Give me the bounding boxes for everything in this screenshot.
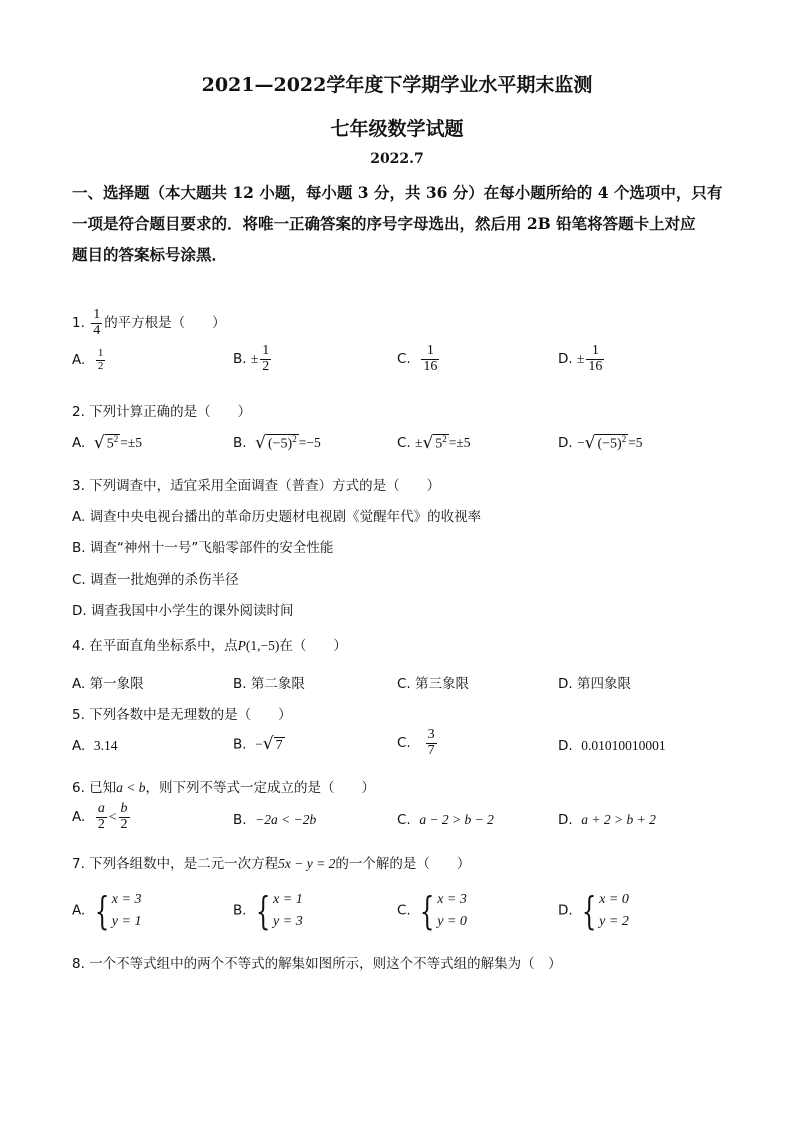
section-instruction-line3: 题目的答案标号涂黑． — [72, 245, 228, 264]
fraction: $\frac{1}{2}$ — [262, 343, 270, 374]
question-3-option-d[interactable]: D. 调查我国中小学生的课外阅读时间 — [72, 603, 294, 619]
question-1-stem — [72, 308, 226, 338]
question-1-option-b[interactable]: B. ± $\frac{1}{2}$ — [233, 343, 270, 374]
condition: a < b — [116, 780, 146, 795]
square-root: √ $(-5)^2$ — [584, 433, 627, 454]
question-6-option-a[interactable]: A. $\frac{a}{2}$ < $\frac{b}{2}$ — [72, 801, 128, 832]
question-5-option-a[interactable]: A. 3.14 — [72, 738, 118, 754]
fraction: $\frac{a}{2}$ — [97, 801, 105, 832]
question-7-stem: 7. 下列各组数中，是二元一次方程5x − y = 2的一个解的是（ ） — [72, 856, 471, 872]
question-3-option-c[interactable]: C. 调查一批炮弹的杀伤半径 — [72, 572, 239, 588]
equation-system: { x = 3 y = 1 — [94, 888, 142, 933]
equation-system: { x = 1 y = 3 — [255, 888, 303, 933]
question-6-option-b[interactable]: B. −2a < −2b — [233, 812, 317, 828]
question-1-option-c[interactable]: C. $\frac{1}{16}$ — [397, 343, 438, 374]
question-3-stem: 3. 下列调查中，适宜采用全面调查（普查）方式的是（ ） — [72, 478, 441, 494]
question-7-option-c[interactable]: C. { x = 3 y = 0 — [397, 888, 467, 933]
question-text: 的平方根是（ ） — [104, 315, 226, 332]
square-root: √ $5^2$ — [422, 433, 447, 454]
square-root: √ $(-5)^2$ — [255, 433, 297, 454]
question-2-option-c[interactable]: C. ± √ $5^2$ =±5 — [397, 433, 471, 454]
square-root: √ $5^2$ — [93, 433, 119, 454]
question-2-option-d[interactable]: D. − √ $(-5)^2$ =5 — [558, 433, 643, 454]
equation-system: { x = 0 y = 2 — [581, 888, 629, 933]
section-instruction-line1: 一、选择题（本大题共 12 小题，每小题 3 分，共 36 分）在每小题所给的 4 个选项中，只有 — [72, 183, 723, 202]
question-2-option-b[interactable]: B. √ $(-5)^2$ =−5 — [233, 433, 321, 454]
exam-subtitle: 七年级数学试题 — [330, 118, 464, 140]
question-5-stem: 5. 下列各数中是无理数的是（ ） — [72, 707, 292, 723]
fraction: $\frac{b}{2}$ — [120, 801, 128, 832]
section-instruction-line2: 一项是符合题目要求的．将唯一正确答案的序号字母选出，然后用 2B 铅笔将答题卡上对应 — [72, 214, 696, 233]
question-2-option-a[interactable]: A. √ $5^2$ =±5 — [72, 433, 143, 454]
fraction: $\frac{3}{7}$ — [427, 727, 435, 758]
question-7-option-a[interactable]: A. { x = 3 y = 1 — [72, 888, 142, 933]
question-4-option-c[interactable]: C. 第三象限 — [397, 676, 470, 692]
square-root: √ 7 — [262, 734, 283, 754]
fraction: $\frac{1}{16}$ — [423, 343, 438, 374]
fraction: $\frac{1}{16}$ — [588, 343, 603, 374]
question-number: 1. — [72, 315, 85, 332]
question-2-stem: 2. 下列计算正确的是（ ） — [72, 404, 252, 420]
point-label: P — [237, 638, 246, 653]
question-5-option-c[interactable]: C. $\frac{3}{7}$ — [397, 727, 435, 758]
equation-system: { x = 3 y = 0 — [419, 888, 467, 933]
question-4-option-a[interactable]: A. 第一象限 — [72, 676, 144, 692]
question-8-stem: 8. 一个不等式组中的两个不等式的解集如图所示，则这个不等式组的解集为（ ） — [72, 956, 562, 972]
question-5-option-d[interactable]: D. 0.01010010001 — [558, 738, 666, 754]
question-4-stem: 4. 在平面直角坐标系中，点P(1,−5)在（ ） — [72, 638, 347, 654]
question-1-option-d[interactable]: D. ± $\frac{1}{16}$ — [558, 343, 603, 374]
question-4-option-d[interactable]: D. 第四象限 — [558, 676, 631, 692]
question-6-option-d[interactable]: D. a + 2 > b + 2 — [558, 812, 656, 828]
question-5-option-b[interactable]: B. − √ 7 — [233, 734, 283, 754]
question-7-option-d[interactable]: D. { x = 0 y = 2 — [558, 888, 629, 933]
question-6-option-c[interactable]: C. a − 2 > b − 2 — [397, 812, 494, 828]
question-1-option-a[interactable]: A. $\frac{1}{2}$ — [72, 347, 104, 372]
question-6-stem: 6. 已知a < b，则下列不等式一定成立的是（ ） — [72, 780, 376, 796]
question-7-option-b[interactable]: B. { x = 1 y = 3 — [233, 888, 303, 933]
exam-title: 2021—2022学年度下学期学业水平期末监测 — [201, 74, 593, 96]
fraction: $\frac{1}{4}$ — [93, 307, 101, 338]
equation: 5x − y = 2 — [278, 856, 336, 871]
exam-date: 2022.7 — [370, 151, 424, 167]
question-4-option-b[interactable]: B. 第二象限 — [233, 676, 305, 692]
question-3-option-b[interactable]: B. 调查“神州十一号”飞船零部件的安全性能 — [72, 540, 334, 556]
point-coordinates: (1,−5) — [245, 638, 280, 653]
fraction: $\frac{1}{2}$ — [97, 347, 104, 372]
question-3-option-a[interactable]: A. 调查中央电视台播出的革命历史题材电视剧《觉醒年代》的收视率 — [72, 509, 482, 525]
